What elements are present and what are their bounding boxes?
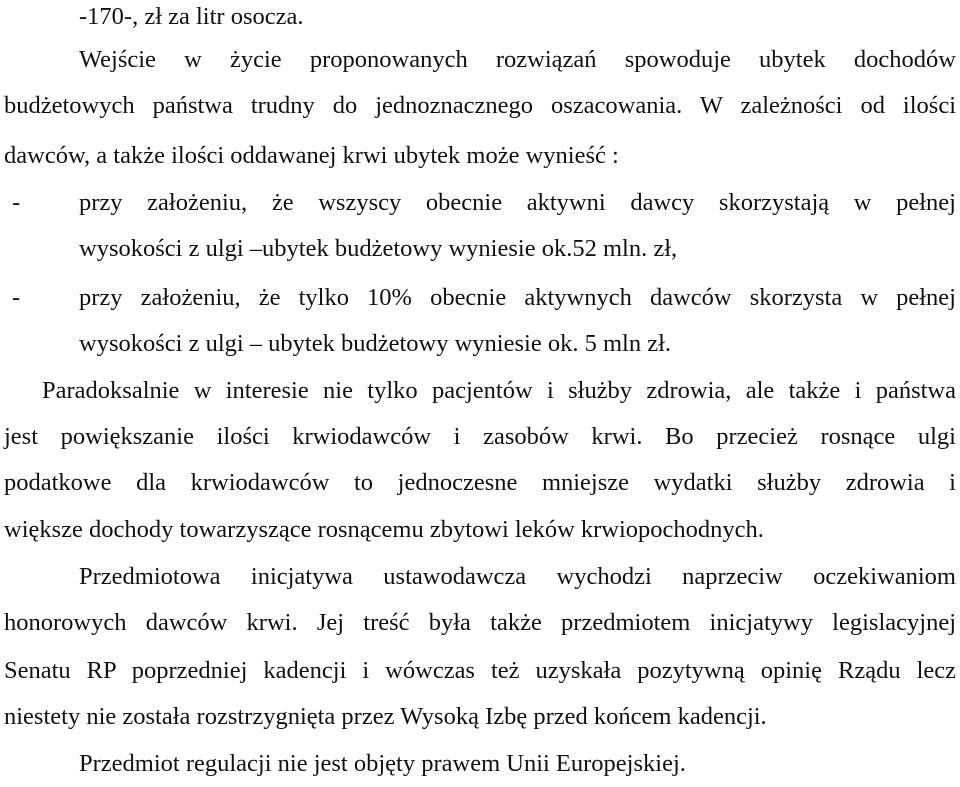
list-dash: -: [12, 189, 21, 216]
text-line-12: większe dochody towarzyszące rosnącemu zbytowi leków krwiopochodnych.: [4, 516, 764, 543]
text-line-2: Wejście w życie proponowanych rozwiązań spowoduje ubytek dochodów: [79, 46, 956, 73]
text-line-13: Przedmiotowa inicjatywa ustawodawcza wychodzi naprzeciw oczekiwaniom: [79, 563, 956, 590]
text-line-1: -170-, zł za litr osocza.: [79, 3, 304, 30]
text-line-17: Przedmiot regulacji nie jest objęty prawem Unii Europejskiej.: [79, 750, 686, 777]
text-line-15: Senatu RP poprzedniej kadencji i wówczas też uzyskała pozytywną opinię Rządu lecz: [4, 657, 956, 684]
text-line-14: honorowych dawców krwi. Jej treść była także przedmiotem inicjatywy legislacyjnej: [4, 609, 956, 636]
text-line-3: budżetowych państwa trudny do jednoznacznego oszacowania. W zależności od ilości: [4, 92, 956, 119]
text-line-11: podatkowe dla krwiodawców to jednoczesne mniejsze wydatki służby zdrowia i: [4, 469, 956, 496]
text-line-4: dawców, a także ilości oddawanej krwi ubytek może wynieść :: [4, 142, 619, 169]
text-line-10: jest powiększanie ilości krwiodawców i zasobów krwi. Bo przecież rosnące ulgi: [4, 423, 956, 450]
list-item-2-line-2: wysokości z ulgi – ubytek budżetowy wyniesie ok. 5 mln zł.: [79, 330, 671, 357]
list-item-2-line-1: - przy założeniu, że tylko 10% obecnie aktywnych dawców skorzysta w pełnej: [0, 275, 960, 321]
text-line-9: Paradoksalnie w interesie nie tylko pacjentów i służby zdrowia, ale także i państwa: [42, 377, 956, 404]
text-line-16: niestety nie została rozstrzygnięta przez Wysoką Izbę przed końcem kadencji.: [4, 703, 767, 730]
list-item-1-line-1: - przy założeniu, że wszyscy obecnie aktywni dawcy skorzystają w pełnej: [0, 180, 960, 226]
list-dash: -: [12, 284, 21, 311]
list-item-1-line-2: wysokości z ulgi –ubytek budżetowy wyniesie ok.52 mln. zł,: [79, 235, 678, 262]
